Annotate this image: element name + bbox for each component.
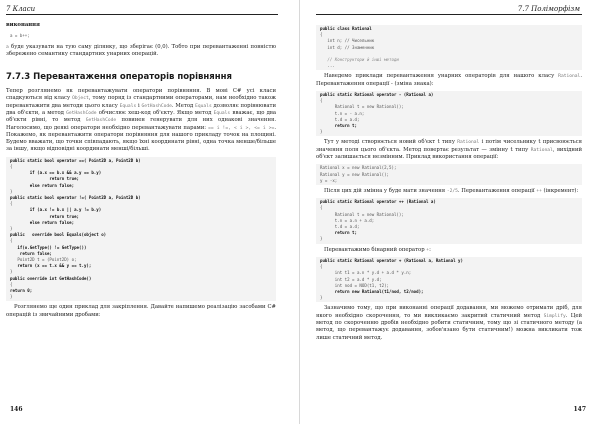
code-line: } (10, 188, 13, 194)
code-line: public static bool operator ==( Point2D a, Point2D b) (10, 157, 141, 163)
right-header-rule (316, 14, 582, 15)
right-page (300, 0, 600, 424)
code-line: { (10, 238, 13, 244)
code-line: int t2 = a.d * y.d; (320, 276, 382, 282)
code-line: } (320, 129, 323, 135)
code-line: Rational x = new Rational(2,5); (320, 165, 397, 171)
code-line: public static Rational operator + (Rational a, Rational y) (320, 257, 463, 263)
code-line: return true; (10, 213, 80, 219)
right-running-header: 7.7 Поліморфізм (517, 5, 580, 13)
code-line: { (10, 163, 13, 169)
code-line: public override int GetHashCode() (10, 275, 92, 281)
left-page-number: 146 (10, 406, 23, 413)
word-top: виконання (6, 22, 40, 28)
code-minus (316, 91, 582, 136)
para-final: Зазначимо тому, що при виконанні операції додавання, ми можемо отримати дріб, для якого необхідно скорочення, то ми викликаємо закритий статичний метод Simplify. Цей метод по скороченню дробів необхідно робити статичним, тому що зі статичного методу (а метод, що перевантажує додавання, зобов'язано бути статичним!) можна викликати тож лише статичний метод. (316, 305, 582, 341)
code-line: } (10, 269, 13, 275)
code-line: return false; (10, 250, 52, 256)
code-line: { (320, 32, 323, 38)
code-line: return new Rational(t1/nod, t2/nod); (320, 288, 424, 294)
code-line: if (a.x != b.x || a.y != b.y) (10, 207, 102, 213)
code-line: { (320, 98, 323, 104)
code-line: return (x == t.x && y == t.y); (10, 263, 92, 269)
code-line: return t; (320, 230, 357, 236)
code-line: t.d = a.d; (320, 116, 360, 122)
code-compare (6, 157, 276, 302)
code-assign: a = b++; (10, 33, 30, 39)
para-binary: Перевантажимо бінарний оператор +: (324, 246, 431, 253)
para-intro: a буде указувати на тую саму ділянку, що зберігає (0,0). Тобто при перевантаженні повністю збережено семантику стандартних унарних операцій. (6, 43, 276, 57)
para-object: Тут у методі створюється новий об'єкт t типу Rational і потім чисельнику t присвоюється значення поля цього об'єкта. Метод повертає результат — змінну t типу Rational, вихідний об'єкт залишається незмінним. Приклад використання операції: (316, 139, 583, 161)
code-line: public class Rational (320, 26, 372, 31)
code-line: t.n = - a.n; (320, 110, 365, 116)
left-running-header: 7 Класи (6, 5, 36, 13)
code-line: { (10, 281, 13, 287)
code-line: else return false; (10, 182, 75, 188)
section-title: 7.7.3 Перевантаження операторів порівняння (6, 72, 232, 83)
code-line: Rational t = new Rational(); (320, 104, 404, 110)
code-line: if (a.x == b.x && a.y == b.y) (10, 170, 102, 176)
code-line: else return false; (10, 219, 75, 225)
code-line: int n; // Чисельник (320, 38, 375, 44)
para-after: Після цих дій змінна y буде мати значення -2/5. Перевантаження операції ++ (інкремент): (324, 187, 579, 194)
code-line: y = -x; (320, 177, 338, 183)
right-page-content (316, 22, 582, 342)
para-bottom: Розглянемо ще один приклад для закріплення. Давайте напишемо реалізацію засобами С# операцій із звичайними дробами: (6, 304, 276, 318)
code-line: { (320, 205, 323, 211)
code-line: int nod = NOD(t1, t2); (320, 282, 390, 288)
code-line: ... (320, 63, 335, 69)
code-line: t.d = a.d; (320, 224, 360, 230)
code-class (316, 25, 582, 70)
code-line: public static Rational operator ++ (Rational a) (320, 199, 436, 205)
code-line: return true; (10, 176, 80, 182)
code-line: int d; // Знаменник (320, 44, 375, 50)
code-line: Rational t = new Rational(); (320, 211, 404, 217)
code-line: public override bool Equals(object o) (10, 232, 107, 238)
para-main: Тепер розглянемо як перевантажувати оператори порівняння. В мові С# усі класи спадкуються від класу Object, тому поряд із стандартними операторами, нам необхідно також перевантажити два методи цього класу Equals і GetHashCode. Метод Equals дозволяє порівнювати два об'єкти, а метод GetHashCode обчислює хеш-код об'єкту. Якщо метод Equals вважає, що два об'єкти рівні, то метод GetHashCode повинен генерувати для них однакові значення. Наголосимо, що деякі оператори необхідно перевантажувати парами: == і !=, < і >, <= і >=. Покажемо, як перевантажити оператори порівняння для нашого прикладу точок на площині. Будемо вважати, що точки співпадають, якщо їхні координати рівні, одна точка менше/більше за іншу, якщо відповідні координати менші/більші. (6, 88, 277, 153)
code-line: int t1 = a.n * y.d + a.d * y.n; (320, 270, 412, 276)
code-line: { (320, 264, 323, 270)
code-line: Rational y = new Rational(); (320, 171, 390, 177)
code-line: } (10, 294, 13, 300)
left-page-content (6, 22, 276, 319)
code-line: return t; (320, 123, 357, 129)
right-page-number: 147 (573, 406, 586, 413)
code-plus (316, 257, 582, 302)
code-increment (316, 198, 582, 243)
code-line: // Конструктори й інші методи (320, 57, 399, 63)
left-header-rule (6, 14, 278, 15)
code-line: } (320, 236, 323, 242)
code-line: return 0; (10, 288, 33, 294)
code-line: } (320, 295, 323, 301)
code-line: if(o.GetType() != GetType()) (10, 244, 87, 250)
code-line: t.n = a.n + a.d; (320, 217, 375, 223)
code-usage (316, 164, 582, 185)
code-line: Point2D t = (Point2D) o; (10, 257, 77, 263)
code-line: { (10, 201, 13, 207)
para-unary: Наведемо приклади перевантаження унарних операторів для нашого класу Rational. Перевантаження операції - (зміна знака): (316, 73, 582, 87)
code-line: public static bool operator !=( Point2D a, Point2D b) (10, 194, 141, 200)
code-line: } (10, 226, 13, 231)
code-line: public static Rational operator - (Rational a) (320, 92, 434, 98)
